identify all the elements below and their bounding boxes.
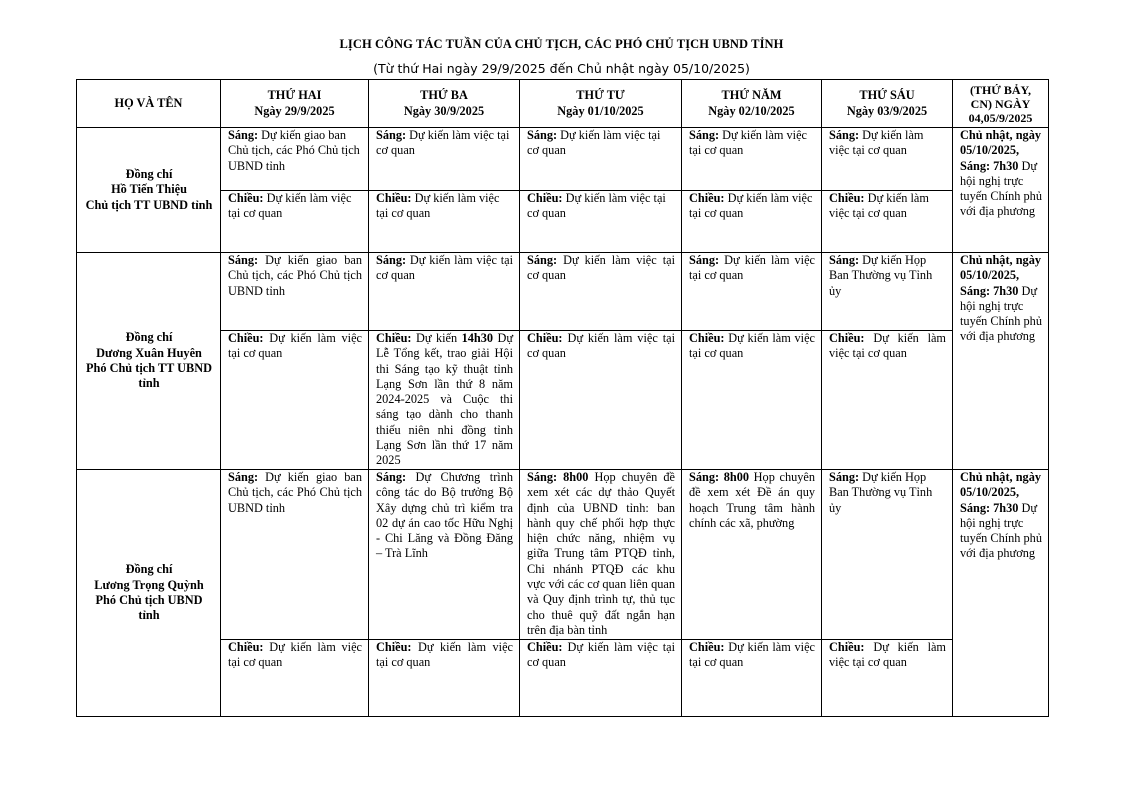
schedule-cell: Chiều: Dự kiến làm việc tại cơ quan xyxy=(520,191,682,253)
schedule-cell: Sáng: Dự kiến Họp Ban Thường vụ Tỉnh ủy xyxy=(822,470,953,640)
table-row xyxy=(77,191,1049,253)
schedule-cell: Chiều: Dự kiến làm việc tại cơ quan xyxy=(221,191,369,253)
schedule-cell: Chiều: Dự kiến làm việc tại cơ quan xyxy=(520,331,682,470)
schedule-cell: Sáng: Dự kiến làm việc tại cơ quan xyxy=(369,128,520,191)
header-row xyxy=(77,80,1049,128)
person-name-cell: Đồng chí Hồ Tiến Thiệu Chủ tịch TT UBND tỉnh xyxy=(77,128,221,253)
schedule-cell: Sáng: Dự kiến làm việc tại cơ quan xyxy=(369,253,520,331)
schedule-cell: Chiều: Dự kiến làm việc tại cơ quan xyxy=(369,191,520,253)
weekend-cell: Chủ nhật, ngày 05/10/2025, Sáng: 7h30 Dự hội nghị trực tuyến Chính phủ với địa phương xyxy=(953,128,1049,253)
schedule-cell: Chiều: Dự kiến làm việc tại cơ quan xyxy=(221,640,369,717)
schedule-cell: Sáng: Dự kiến giao ban Chủ tịch, các Phó Chủ tịch UBND tỉnh xyxy=(221,470,369,640)
schedule-cell: Chiều: Dự kiến làm việc tại cơ quan xyxy=(369,640,520,717)
schedule-cell: Chiều: Dự kiến làm việc tại cơ quan xyxy=(520,640,682,717)
schedule-cell: Sáng: 8h00 Họp chuyên đề xem xét các dự thảo Quyết định của UBND tỉnh: ban hành quy chế phối hợp thực hiện chức năng, nhiệm vụ giữa Trung tâm PTQĐ tỉnh, Chi nhánh PTQĐ các khu vực với các cơ quan liên quan và Quy định trình tự, thủ tục cho thuê quỹ đất ngắn hạn trên địa bàn tỉnh xyxy=(520,470,682,640)
table-row xyxy=(77,253,1049,331)
schedule-cell: Sáng: 8h00 Họp chuyên đề xem xét Đề án quy hoạch Trung tâm hành chính các xã, phường xyxy=(682,470,822,640)
schedule-cell: Chiều: Dự kiến làm việc tại cơ quan xyxy=(682,331,822,470)
schedule-cell: Sáng: Dự kiến làm việc tại cơ quan xyxy=(822,128,953,191)
weekend-cell: Chủ nhật, ngày 05/10/2025, Sáng: 7h30 Dự hội nghị trực tuyến Chính phủ với địa phương xyxy=(953,253,1049,470)
schedule-cell: Sáng: Dự kiến làm việc tại cơ quan xyxy=(520,253,682,331)
table-row xyxy=(77,470,1049,640)
schedule-cell: Chiều: Dự kiến làm việc tại cơ quan xyxy=(682,640,822,717)
col-header-name: HỌ VÀ TÊN xyxy=(77,80,221,128)
schedule-cell: Sáng: Dự kiến Họp Ban Thường vụ Tỉnh ủy xyxy=(822,253,953,331)
schedule-cell: Sáng: Dự kiến làm việc tại cơ quan xyxy=(520,128,682,191)
col-header-thu: THỨ NĂM Ngày 02/10/2025 xyxy=(682,80,822,128)
table-row xyxy=(77,640,1049,717)
page-subtitle: (Từ thứ Hai ngày 29/9/2025 đến Chủ nhật ngày 05/10/2025) xyxy=(373,61,750,76)
col-header-tue: THỨ BA Ngày 30/9/2025 xyxy=(369,80,520,128)
schedule-cell: Chiều: Dự kiến làm việc tại cơ quan xyxy=(822,331,953,470)
table-row xyxy=(77,128,1049,191)
schedule-cell: Chiều: Dự kiến làm việc tại cơ quan xyxy=(822,640,953,717)
table-row xyxy=(77,331,1049,470)
schedule-cell: Sáng: Dự kiến làm việc tại cơ quan xyxy=(682,253,822,331)
schedule-table xyxy=(76,79,1049,717)
schedule-cell: Chiều: Dự kiến làm việc tại cơ quan xyxy=(221,331,369,470)
schedule-cell: Chiều: Dự kiến 14h30 Dự Lễ Tổng kết, trao giải Hội thi Sáng tạo kỹ thuật tỉnh Lạng Sơn lần thứ 8 năm 2024-2025 và Cuộc thi sáng tạo dành cho thanh thiếu niên nhi đồng tỉnh Lạng Sơn lần thứ 17 năm 2025 xyxy=(369,331,520,470)
schedule-cell: Chiều: Dự kiến làm việc tại cơ quan xyxy=(682,191,822,253)
person-name-cell: Đồng chí Lương Trọng Quỳnh Phó Chủ tịch UBND tỉnh xyxy=(77,470,221,717)
weekend-cell: Chủ nhật, ngày 05/10/2025, Sáng: 7h30 Dự hội nghị trực tuyến Chính phủ với địa phương xyxy=(953,470,1049,717)
page-title: LỊCH CÔNG TÁC TUẦN CỦA CHỦ TỊCH, CÁC PHÓ CHỦ TỊCH UBND TỈNH xyxy=(339,37,784,51)
schedule-cell: Sáng: Dự kiến giao ban Chủ tịch, các Phó Chủ tịch UBND tỉnh xyxy=(221,253,369,331)
schedule-cell: Sáng: Dự kiến giao ban Chủ tịch, các Phó Chủ tịch UBND tỉnh xyxy=(221,128,369,191)
col-header-weekend: (THỨ BẢY, CN) NGÀY 04,05/9/2025 xyxy=(953,80,1049,128)
col-header-mon: THỨ HAI Ngày 29/9/2025 xyxy=(221,80,369,128)
schedule-cell: Sáng: Dự Chương trình công tác do Bộ trưởng Bộ Xây dựng chủ trì kiểm tra 02 dự án cao tốc Hữu Nghị - Chi Lăng và Đồng Đăng – Trà Lĩnh xyxy=(369,470,520,640)
col-header-wed: THỨ TƯ Ngày 01/10/2025 xyxy=(520,80,682,128)
schedule-cell: Chiều: Dự kiến làm việc tại cơ quan xyxy=(822,191,953,253)
schedule-cell: Sáng: Dự kiến làm việc tại cơ quan xyxy=(682,128,822,191)
person-name-cell: Đồng chí Dương Xuân Huyên Phó Chủ tịch TT UBND tỉnh xyxy=(77,253,221,470)
col-header-fri: THỨ SÁU Ngày 03/9/2025 xyxy=(822,80,953,128)
